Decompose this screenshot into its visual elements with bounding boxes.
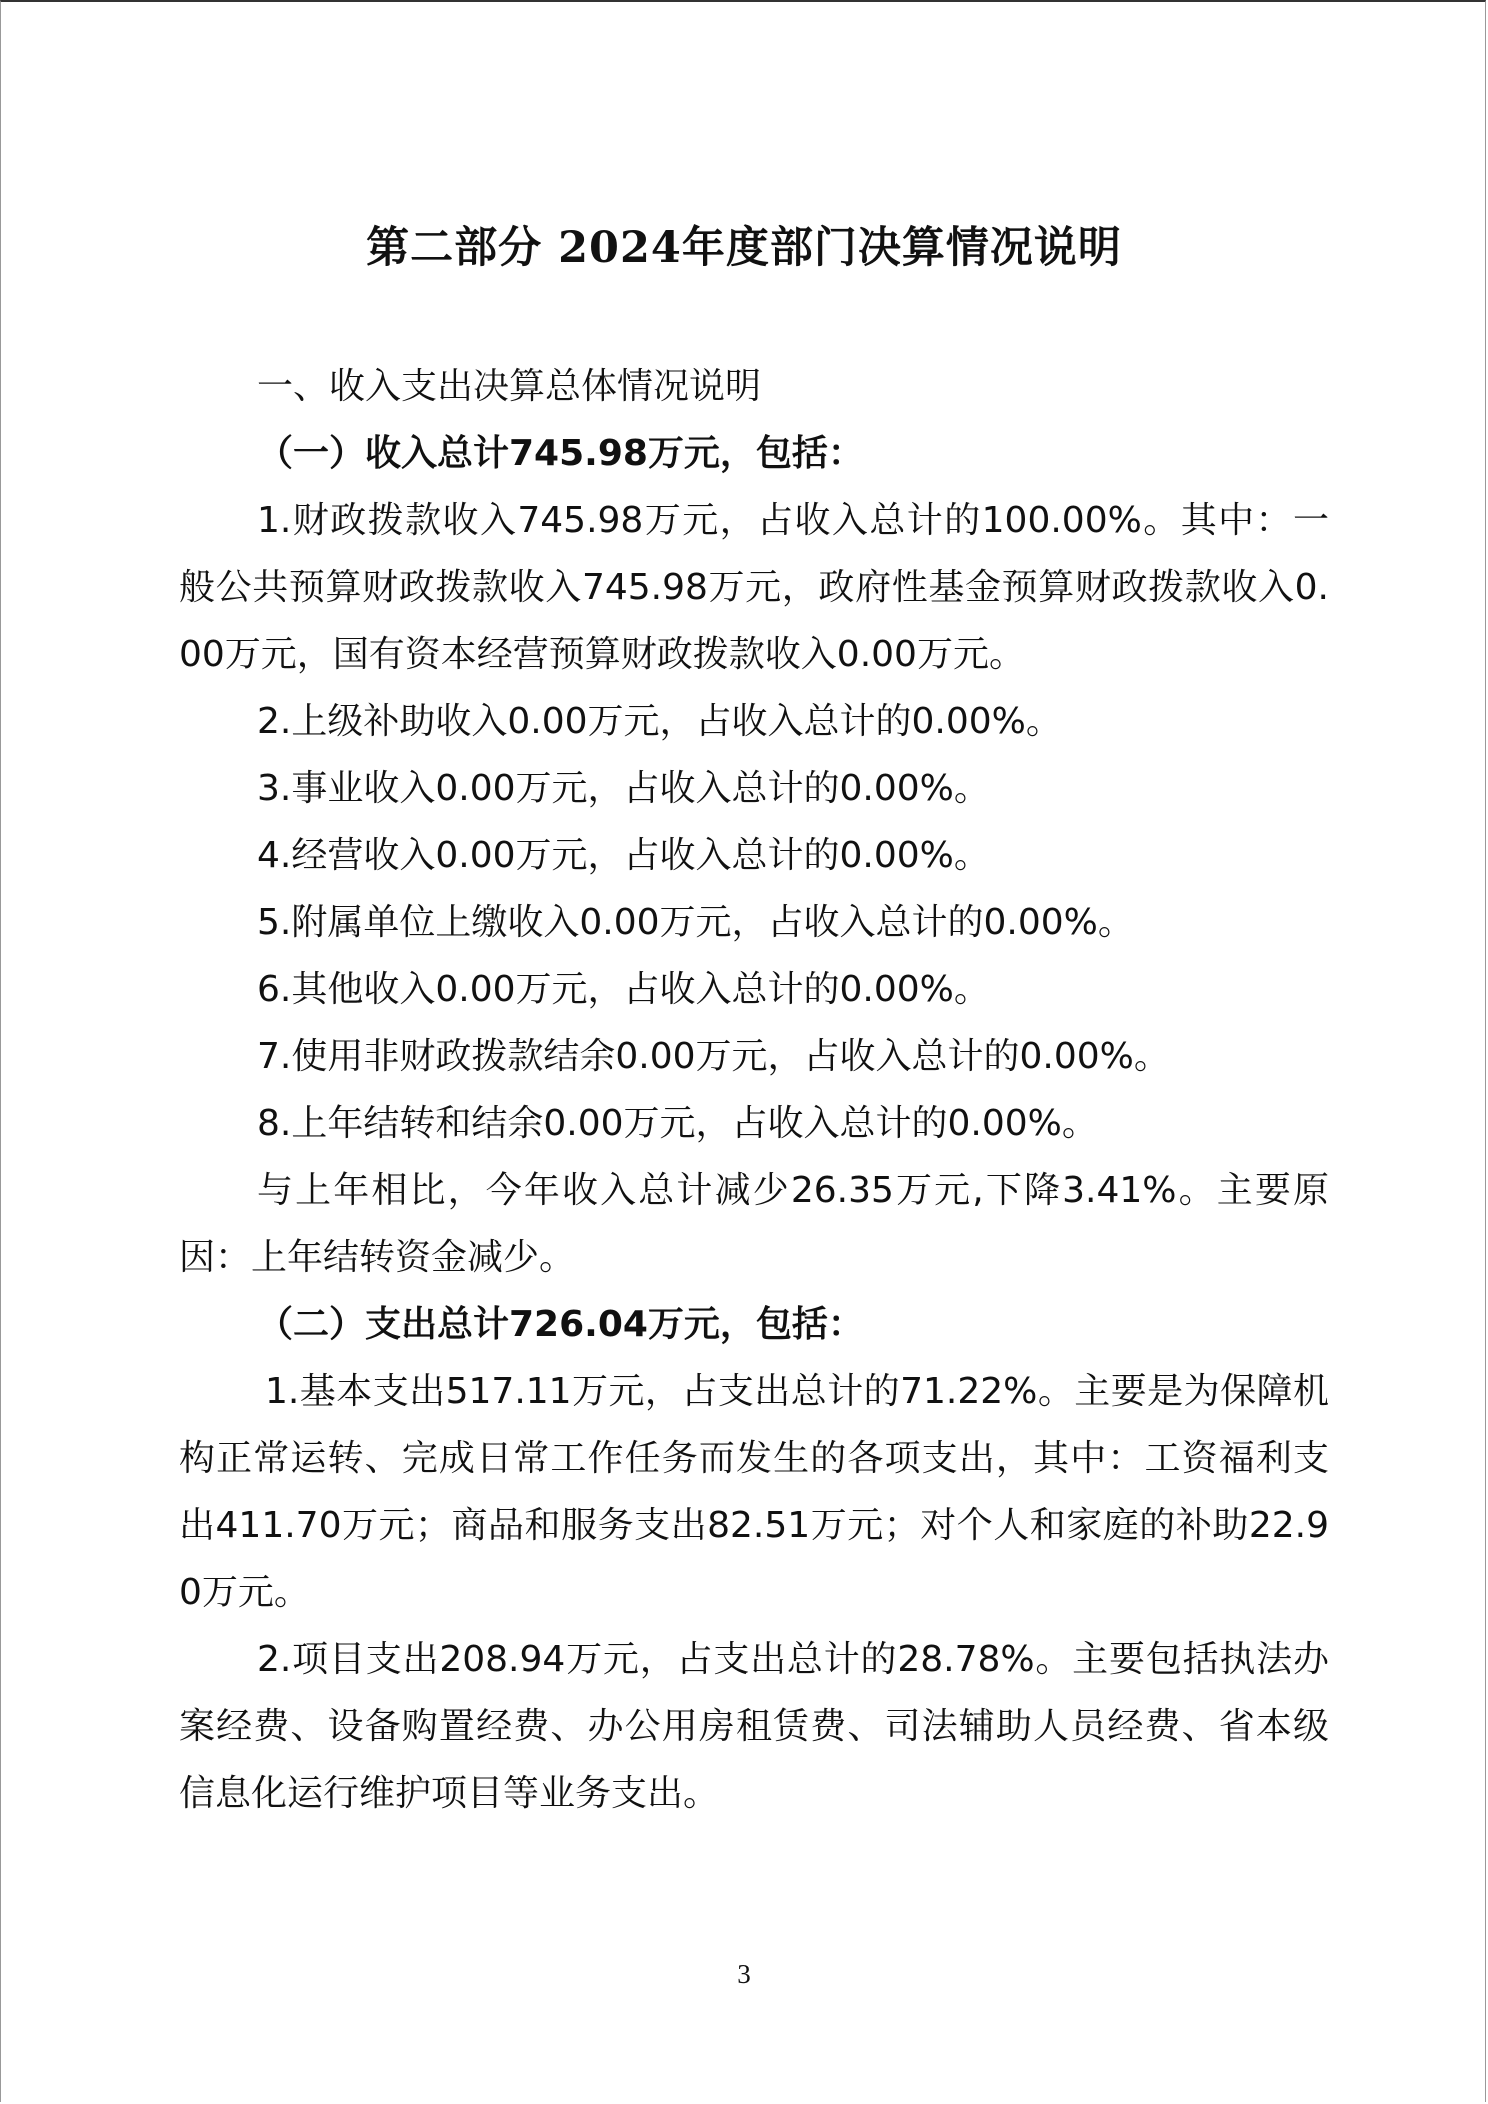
income-year-comparison: 与上年相比，今年收入总计减少26.35万元,下降3.41%。主要原因：上年结转资金减少。 [179, 1170, 1329, 1278]
income-item-prior-year-carryover: 8.上年结转和结余0.00万元，占收入总计的0.00%。 [257, 1103, 1098, 1144]
expenditure-total-heading: （二）支出总计726.04万元，包括： [257, 1304, 864, 1345]
income-item-fiscal-appropriation: 1.财政拨款收入745.98万元，占收入总计的100.00%。其中：一般公共预算财政拨款收入745.98万元，政府性基金预算财政拨款收入0.00万元，国有资本经营预算财政拨款收入0.00万元。 [179, 500, 1329, 675]
income-item-superior-subsidy: 2.上级补助收入0.00万元，占收入总计的0.00%。 [257, 701, 1062, 742]
section-heading-income-expenditure: 一、收入支出决算总体情况说明 [257, 366, 762, 407]
income-item-other: 6.其他收入0.00万元，占收入总计的0.00%。 [257, 969, 990, 1010]
expenditure-item-basic: 1.基本支出517.11万元，占支出总计的71.22%。主要是为保障机构正常运转、完成日常工作任务而发生的各项支出，其中：工资福利支出411.70万元；商品和服务支出82.51万元；对个人和家庭的补助22.90万元。 [179, 1371, 1329, 1613]
expenditure-item-project: 2.项目支出208.94万元，占支出总计的28.78%。主要包括执法办案经费、设备购置经费、办公用房租赁费、司法辅助人员经费、省本级信息化运行维护项目等业务支出。 [179, 1639, 1329, 1814]
income-item-non-fiscal-balance: 7.使用非财政拨款结余0.00万元，占收入总计的0.00%。 [257, 1036, 1170, 1077]
income-total-heading: （一）收入总计745.98万元，包括： [257, 433, 864, 474]
document-body [179, 353, 1329, 1827]
income-item-operating-revenue: 4.经营收入0.00万元，占收入总计的0.00%。 [257, 835, 990, 876]
income-item-affiliated-units: 5.附属单位上缴收入0.00万元，占收入总计的0.00%。 [257, 902, 1134, 943]
page-number: 3 [737, 1959, 751, 1989]
document-title: 第二部分 2024年度部门决算情况说明 [366, 223, 1122, 273]
income-item-business-revenue: 3.事业收入0.00万元，占收入总计的0.00%。 [257, 768, 990, 809]
